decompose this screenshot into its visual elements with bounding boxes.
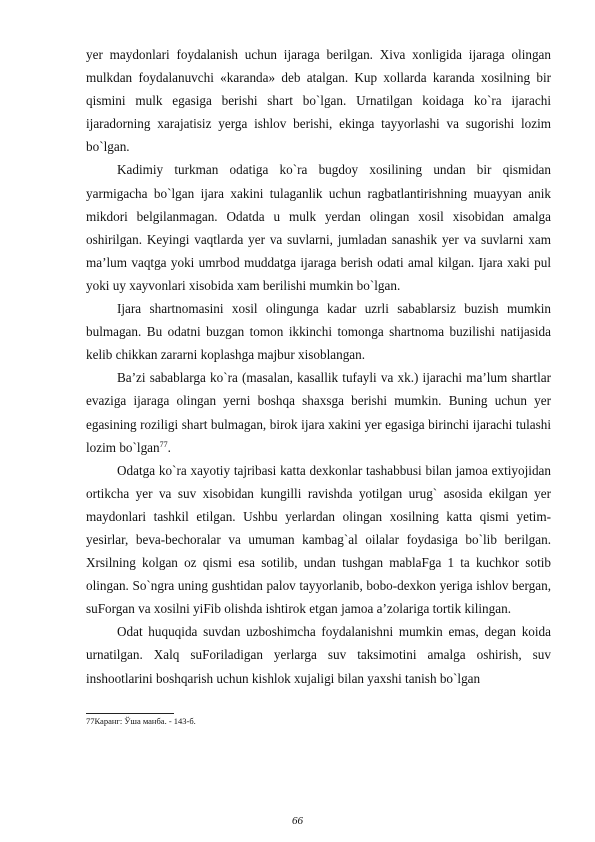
paragraph-4-tail: . [167,439,171,455]
footnote-divider [86,713,174,714]
paragraph-5: Odatga ko`ra xayotiy tajribasi katta dexkonlar tashabbusi bilan jamoa extiyojidan ortikcha yer va suv xisobidan kungilli ravishda yotilgan urug` asosida ekilgan yer maydonlari tashkil etilgan. Ushbu yerlardan olingan xosilning katta qismi yetim-yesirlar, beva-bechoralar va umuman kambag`al oilalar foydasiga bo`lib berilgan. Xrsilning kolgan oz qismi esa sotilib, undan tushgan mablaFga 1 ta kuchkor sotib olingan. So`ngra uning gushtidan palov tayyorlanib, bobo-dexkon yeriga ishlov bergan, suForgan va xosilni yiFib olishda ishtirok etgan jamoa a’zolariga tortik kilingan. [86,462,551,617]
paragraph-1: yer maydonlari foydalanish uchun ijaraga berilgan. Xiva xonligida ijaraga olingan mulkdan foydalanuvchi «karanda» deb atalgan. Kup xollarda karanda xosilning bir qismini mulk egasiga berishi shart bo`lgan. Urnatilgan koidaga ko`ra ijarachi ijaradorning xarajatisiz yerga ishlov berishi, ekinga tayyorlashi va sugorishi lozim bo`lgan. [86,47,551,155]
footnote-number: 77 [86,716,95,726]
footnote [86,716,196,727]
paragraph-2: Kadimiy turkman odatiga ko`ra bugdoy xosilining undan bir qismidan yarmigacha bo`lgan ijara xakini tulaganlik uchun ragbatlantirishning muayyan anik mikdori belgilanmagan. Odatda u mulk yerdan olingan xosil xisobidan amalga oshirilgan. Keyingi vaqtlarda yer va suvlarni, jumladan sanashik yer va suvlarni xam ma’lum vaqtga yoki umrbod muddatga ijaraga berish odati amal kilgan. Ijara xaki pul yoki uy xayvonlari xisobida xam berilishi mumkin bo`lgan. [86,162,551,293]
paragraph-3: Ijara shartnomasini xosil olingunga kadar uzrli sabablarsiz buzish mumkin bulmagan. Bu odatni buzgan tomon ikkinchi tomonga shartnoma buzilishi natijasida kelib chikkan zararni koplashga majbur xisoblangan. [86,301,551,363]
body-text [86,43,551,690]
page-number: 66 [292,815,303,827]
footnote-text: Каранг: Ўша манба. - 143-б. [94,716,196,726]
paragraph-6: Odat huquqida suvdan uzboshimcha foydalanishni mumkin emas, degan koida urnatilgan. Xalq suForiladigan yerlarga suv taksimotini amalga oshirish, suv inshootlarini boshqarish uchun kishlok xujaligi bilan yaxshi tanish bo`lgan [86,624,551,686]
paragraph-4-text: Ba’zi sabablarga ko`ra (masalan, kasallik tufayli va xk.) ijarachi ma’lum shartlar evaziga ijaraga olingan yerni boshqa shaxsga berishi mumkin. Buning uchun yer egasining roziligi shart bulmagan, birok ijara xakini yer egasiga birinchi ijarachi tulashi lozim bo`lgan [86,370,551,455]
paragraph-4 [86,366,551,458]
footnote-reference[interactable]: 77 [159,439,168,449]
